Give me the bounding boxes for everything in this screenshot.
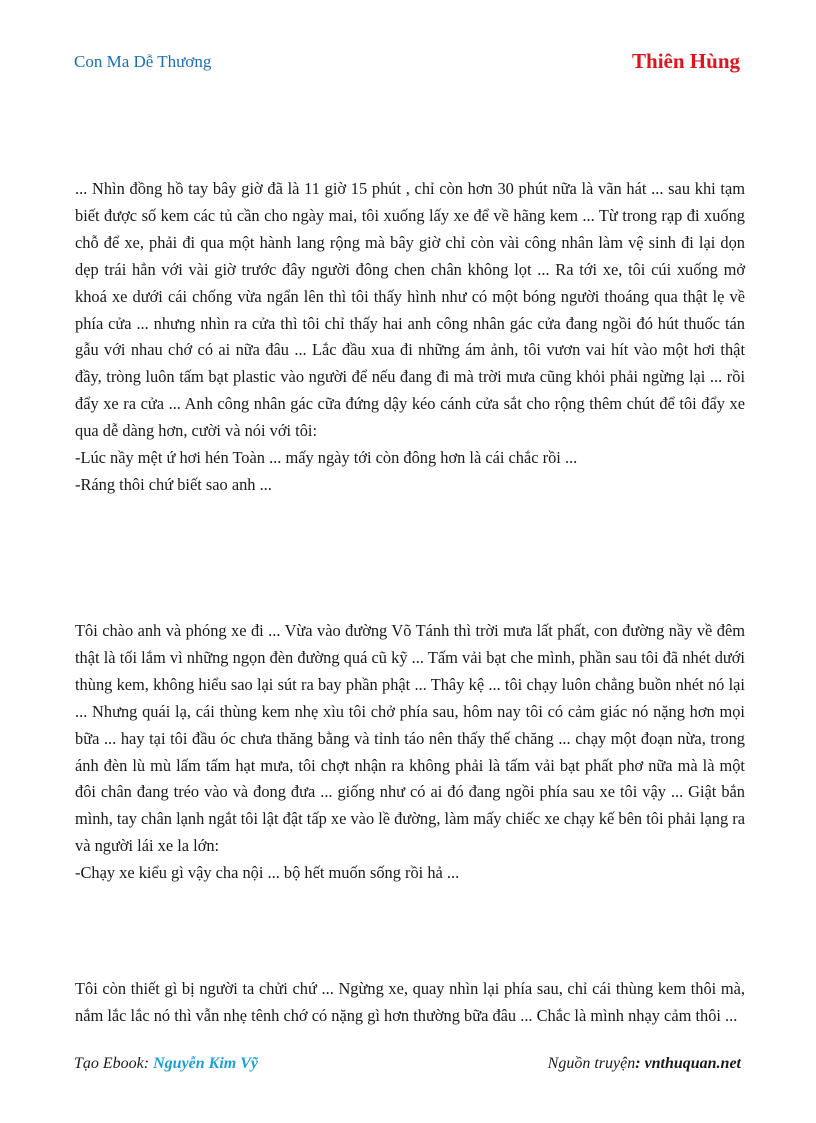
paragraph-2 xyxy=(75,618,745,887)
ebook-credit xyxy=(74,1055,258,1073)
book-title: Con Ma Dễ Thương xyxy=(74,52,212,71)
paragraph-1 xyxy=(75,176,745,499)
dialogue-line: -Chạy xe kiểu gì vậy cha nội ... bộ hết muốn sống rồi hả ... xyxy=(75,863,460,883)
ebook-separator: : xyxy=(143,1055,154,1072)
source-site: vnthuquan.net xyxy=(644,1055,741,1072)
text-line: Tôi chào anh và phóng xe đi ... Vừa vào đường Võ Tánh thì trời mưa lất phất, con đường nầy về đêm thật là tối lắm vì những ngọn đèn đường quá cũ kỹ ... Tấm vải bạt che mình, phần sau tôi đã nhét dưới thùng kem, không hiểu sao lại sút ra bay phần phật ... Thây kệ ... tôi chạy luôn chẳng buồn nhét nó lại ... Nhưng quái lạ, cái thùng kem nhẹ xìu tôi chở phía sau, hôm nay tôi có cảm giác nó nặng hơn mọi bữa ... hay tại tôi đầu óc chưa thăng bằng và tỉnh táo nên thấy thế chăng ... chạy một đoạn nừa, trong ánh đèn lù mù lấm tấm hạt mưa, tôi chợt nhận ra không phải là tấm vải bạt phất phơ nữa mà là một đôi chân đang tréo vào và đong đưa ... giống như có ai đó đang ngồi phía sau xe tôi vậy ... Giật bắn mình, tay chân lạnh ngắt tôi lật đật tấp xe vào lề đường, làm mấy chiếc xe chạy kế bên tôi phải lạng ra và người lái xe la lớn: xyxy=(75,621,745,856)
text-line: Tôi còn thiết gì bị người ta chửi chứ ... Ngừng xe, quay nhìn lại phía sau, chỉ cái thùng kem thôi mà, nắm lắc lắc nó thì vẫn nhẹ tênh chớ có nặng gì hơn thường bữa đâu ... Chắc là mình nhạy cảm thôi ... xyxy=(75,979,745,1025)
source-label: Nguồn truyện xyxy=(547,1055,636,1072)
ebook-label: Tạo Ebook xyxy=(74,1055,144,1072)
ebook-creator: Nguyễn Kim Vỹ xyxy=(153,1055,258,1072)
source-separator: : xyxy=(635,1055,645,1072)
paragraph-3 xyxy=(75,976,745,1030)
author-name: Thiên Hùng xyxy=(632,49,740,73)
source-credit xyxy=(548,1055,741,1073)
text-line: ... Nhìn đồng hồ tay bây giờ đã là 11 giờ 15 phút , chỉ còn hơn 30 phút nữa là vãn hát ... sau khi tạm biết được số kem các tủ cần cho ngày mai, tôi xuống lấy xe để về hãng kem ... Từ trong rạp đi xuống chỗ để xe, phải đi qua một hành lang rộng mà bây giờ chỉ còn vài công nhân làm vệ sinh đi lại dọn dẹp trái hẳn với vài giờ trước đây người đông chen chân không lọt ... Ra tới xe, tôi cúi xuống mở khoá xe dưới cái chống vừa ngẩn lên thì tôi thấy hình như có một bóng người thoáng qua thật lẹ về phía cửa ... nhưng nhìn ra cửa thì tôi chỉ thấy hai anh công nhân gác cửa đang ngồi đó hút thuốc tán gẫu với nhau chớ có ai nữa đâu ... Lắc đầu xua đi những ám ảnh, tôi vươn vai hít vào một hơi thật đầy, tròng luôn tấm bạt plastic vào người để nếu đang đi mà trời mưa cũng khỏi phải ngừng lại ... rồi đẩy xe ra cửa ... Anh công nhân gác cữa đứng dậy kéo cánh cửa sắt cho rộng thêm chút để tôi đẩy xe qua dễ dàng hơn, cười và nói với tôi: xyxy=(75,179,745,441)
dialogue-line: -Ráng thôi chứ biết sao anh ... xyxy=(75,474,272,494)
dialogue-line: -Lúc nầy mệt ứ hơi hén Toàn ... mấy ngày tới còn đông hơn là cái chắc rồi ... xyxy=(75,448,578,468)
